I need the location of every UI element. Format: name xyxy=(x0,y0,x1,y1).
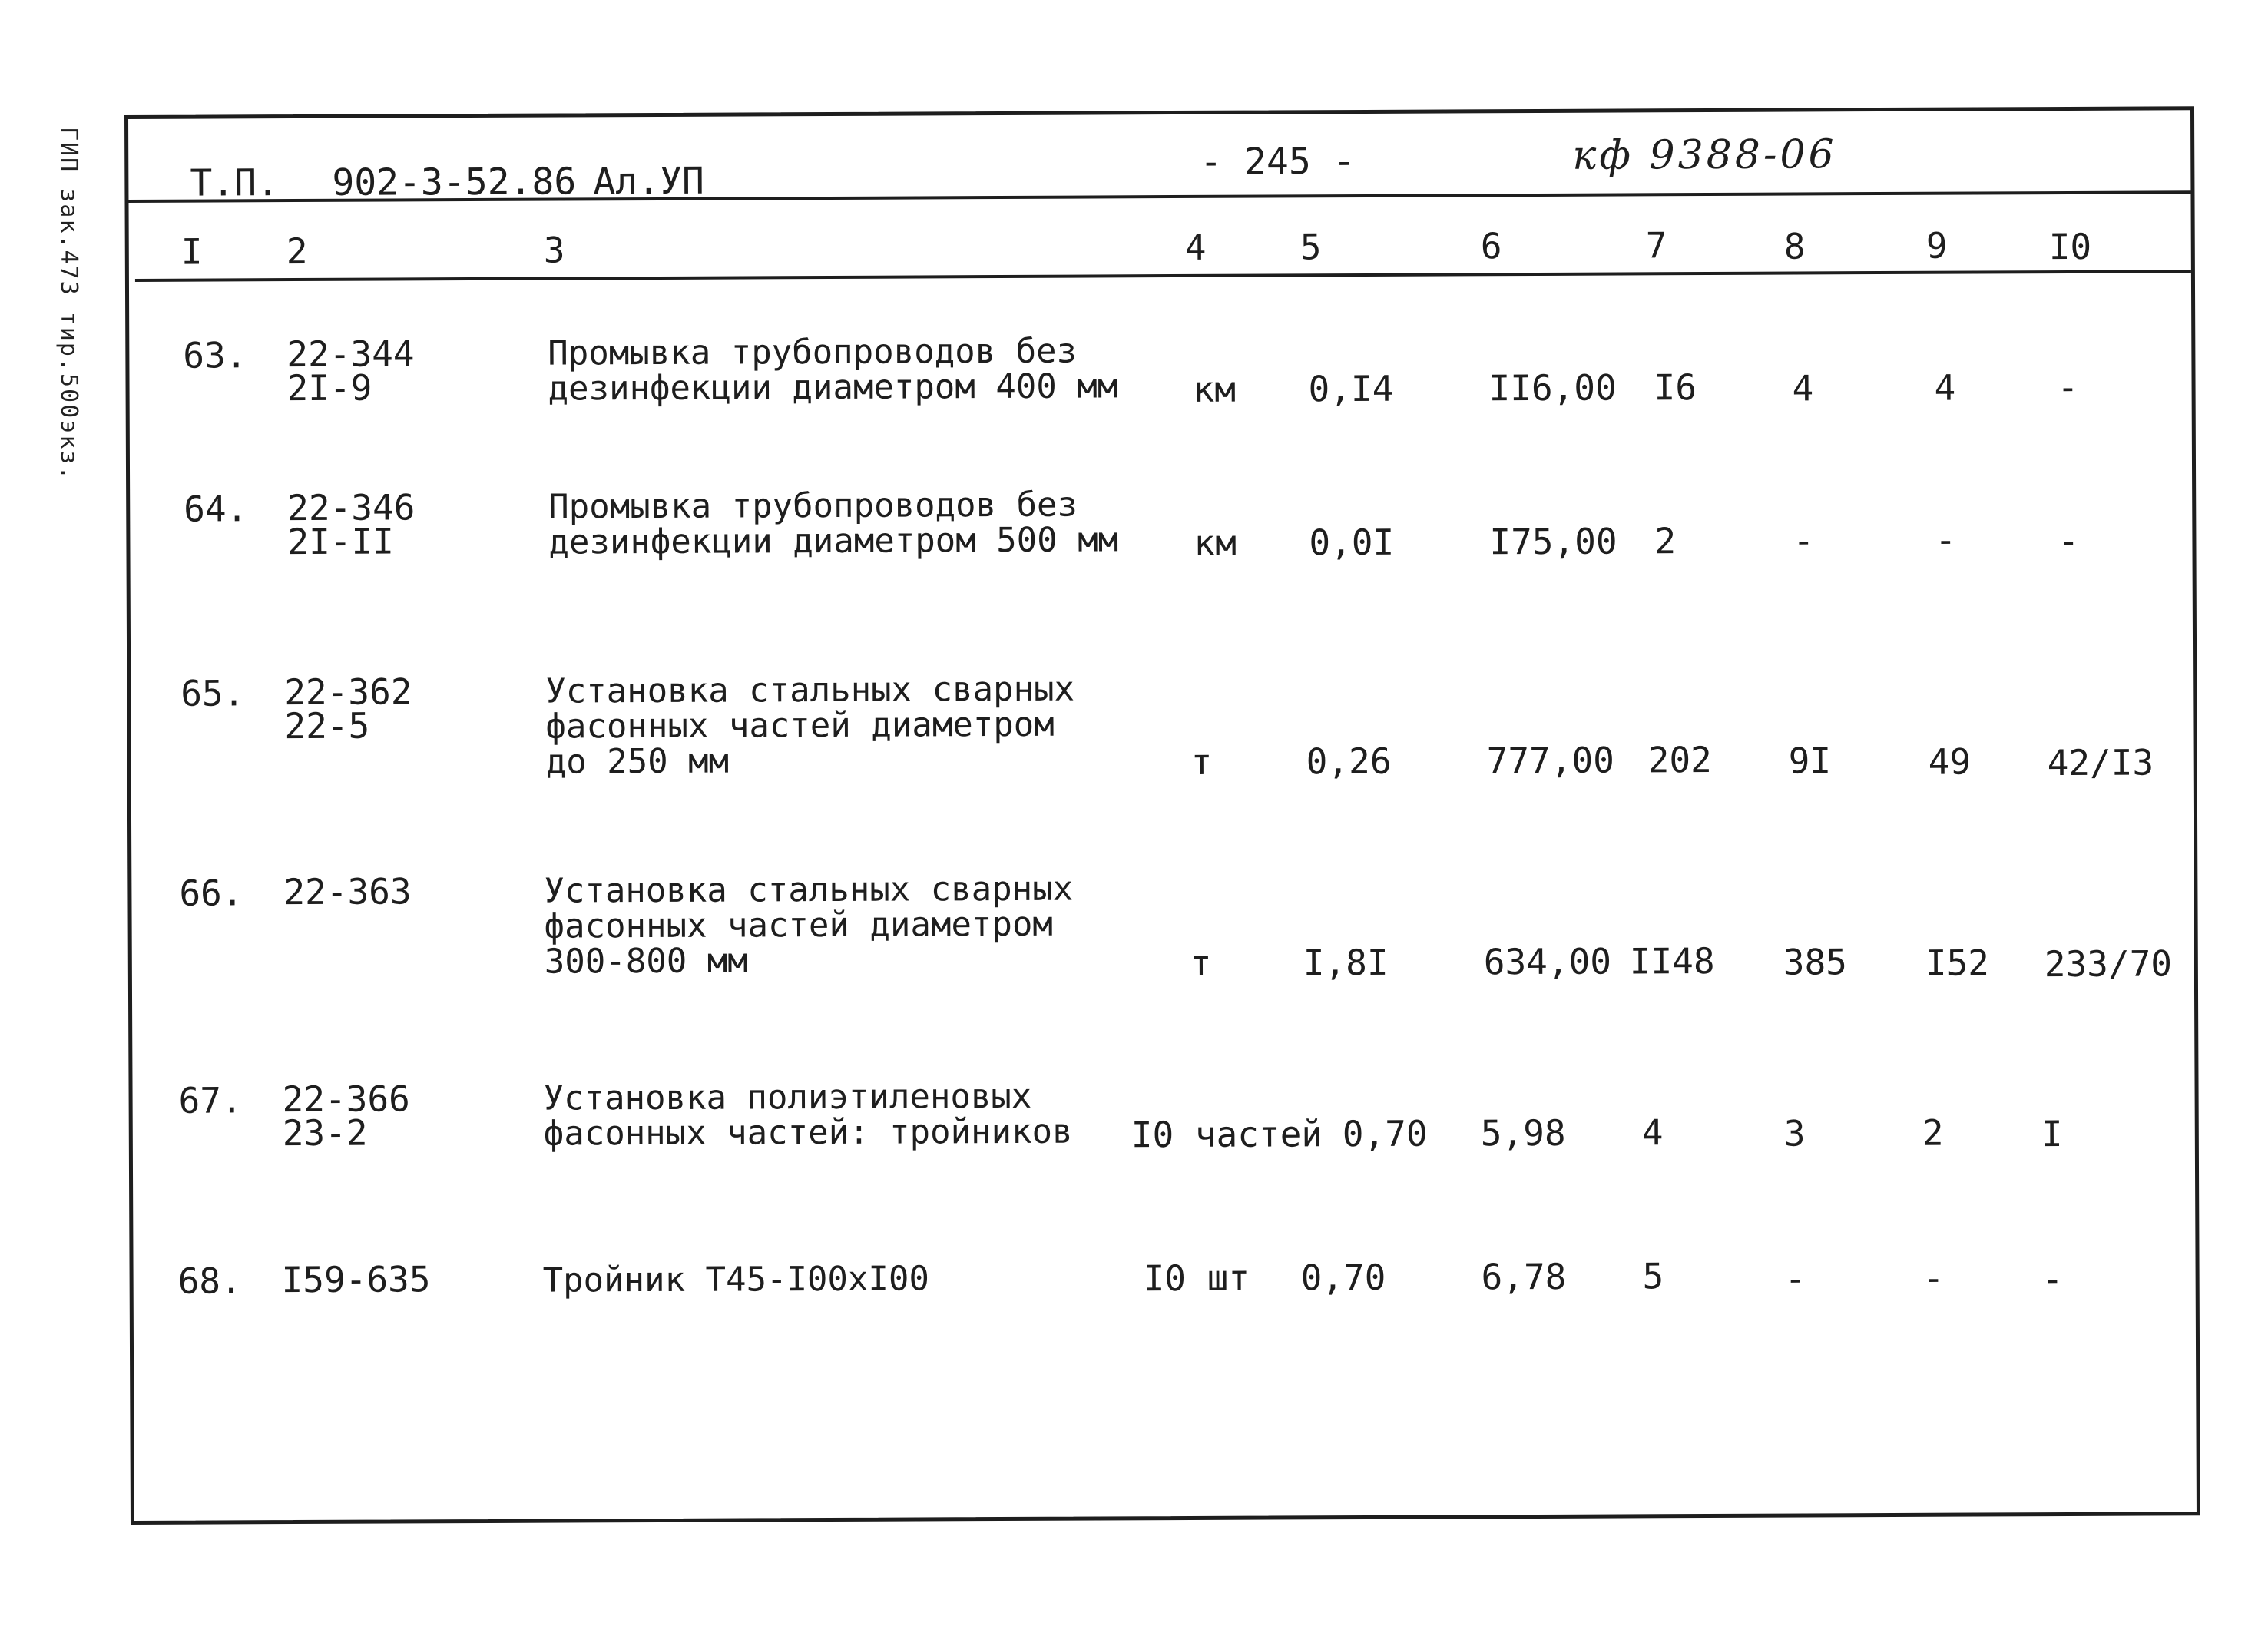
col-num-2: 2 xyxy=(286,230,308,273)
col7-value: 5 xyxy=(1642,1255,1664,1297)
unit-price: I75,00 xyxy=(1489,520,1617,563)
handwritten-code: кф 9388-06 xyxy=(1572,131,1837,179)
col9-value: 4 xyxy=(1934,366,1956,409)
unit: I0 шт xyxy=(1143,1257,1250,1300)
page-number: - 245 - xyxy=(1200,140,1356,184)
col7-value: 202 xyxy=(1647,738,1712,781)
unit: км xyxy=(1193,368,1237,410)
tp-label: Т.П. xyxy=(190,161,280,205)
row-number: 63. xyxy=(183,334,247,376)
col7-value: 4 xyxy=(1641,1111,1664,1154)
col10-value: 233/70 xyxy=(2044,942,2173,985)
unit-price: 6,78 xyxy=(1481,1255,1567,1298)
norm-code: 22-362 22-5 xyxy=(284,671,412,747)
col8-value: - xyxy=(1793,519,1815,561)
col-num-1: I xyxy=(180,230,203,273)
margin-note: ГИП зак.473 тир.500экз. xyxy=(55,127,82,482)
unit: км xyxy=(1194,522,1237,564)
col8-value: 385 xyxy=(1783,941,1848,983)
col8-value: - xyxy=(1784,1257,1806,1300)
col-num-6: 6 xyxy=(1480,225,1502,267)
col10-value: 42/I3 xyxy=(2047,741,2154,784)
col7-value: 2 xyxy=(1654,520,1677,562)
col9-value: I52 xyxy=(1925,942,1990,984)
col-num-10: I0 xyxy=(2048,225,2092,268)
unit: I0 частей xyxy=(1131,1113,1323,1156)
unit-price: II6,00 xyxy=(1488,366,1617,409)
work-description: Установка стальных сварных фасонных частей диаметром до 250 мм xyxy=(545,669,1075,782)
norm-code: 22-363 xyxy=(283,870,412,913)
norm-code: 22-346 2I-II xyxy=(287,486,416,563)
quantity: 0,26 xyxy=(1306,740,1392,783)
quantity: 0,70 xyxy=(1342,1112,1428,1155)
norm-code: 22-366 23-2 xyxy=(282,1078,410,1154)
col7-value: I6 xyxy=(1654,366,1697,409)
column-header-rule xyxy=(135,270,2191,282)
col-num-7: 7 xyxy=(1645,224,1667,267)
col9-value: - xyxy=(1922,1257,1945,1299)
unit: т xyxy=(1190,942,1212,984)
col9-value: - xyxy=(1935,518,1957,561)
col-num-5: 5 xyxy=(1300,226,1322,268)
unit: т xyxy=(1190,740,1213,783)
row-number: 67. xyxy=(178,1079,243,1121)
work-description: Промывка трубопроводов без дезинфекции диаметром 400 мм xyxy=(548,331,1118,409)
col9-value: 2 xyxy=(1922,1111,1944,1154)
unit-price: 5,98 xyxy=(1480,1111,1566,1154)
norm-code: 22-344 2I-9 xyxy=(286,333,415,409)
quantity: I,8I xyxy=(1303,941,1389,984)
title-block xyxy=(128,110,2190,205)
col10-value: - xyxy=(2057,366,2079,409)
quantity: 0,0I xyxy=(1309,521,1395,564)
work-description: Промывка трубопроводов без дезинфекции диаметром 500 мм xyxy=(548,485,1119,562)
col8-value: 4 xyxy=(1792,367,1814,409)
col10-value: I xyxy=(2041,1113,2063,1155)
col9-value: 49 xyxy=(1928,740,1972,783)
album-label: Ал.УП xyxy=(593,159,705,204)
norm-code: I59-635 xyxy=(281,1258,431,1301)
quantity: 0,I4 xyxy=(1308,367,1394,410)
col7-value: II48 xyxy=(1629,939,1715,982)
col10-value: - xyxy=(2058,519,2080,562)
work-description: Установка полиэтиленовых фасонных частей: тройников xyxy=(543,1076,1073,1154)
work-description: Установка стальных сварных фасонных частей диаметром 300-800 мм xyxy=(544,869,1074,982)
row-number: 68. xyxy=(177,1260,242,1302)
work-description: Тройник Т45-I00xI00 xyxy=(542,1259,930,1300)
document-sheet xyxy=(124,106,2200,1525)
row-number: 64. xyxy=(184,488,248,530)
col10-value: - xyxy=(2041,1258,2064,1300)
col8-value: 9I xyxy=(1788,740,1832,782)
col8-value: 3 xyxy=(1783,1112,1806,1154)
unit-price: 634,00 xyxy=(1483,940,1612,983)
row-number: 66. xyxy=(179,872,243,914)
project-number: 902-3-52.86 xyxy=(332,160,577,204)
col-num-4: 4 xyxy=(1184,226,1207,268)
col-num-8: 8 xyxy=(1783,225,1806,267)
unit-price: 777,00 xyxy=(1486,739,1614,782)
row-number: 65. xyxy=(180,672,245,714)
col-num-3: 3 xyxy=(543,229,565,271)
col-num-9: 9 xyxy=(1925,224,1948,267)
quantity: 0,70 xyxy=(1300,1256,1386,1299)
